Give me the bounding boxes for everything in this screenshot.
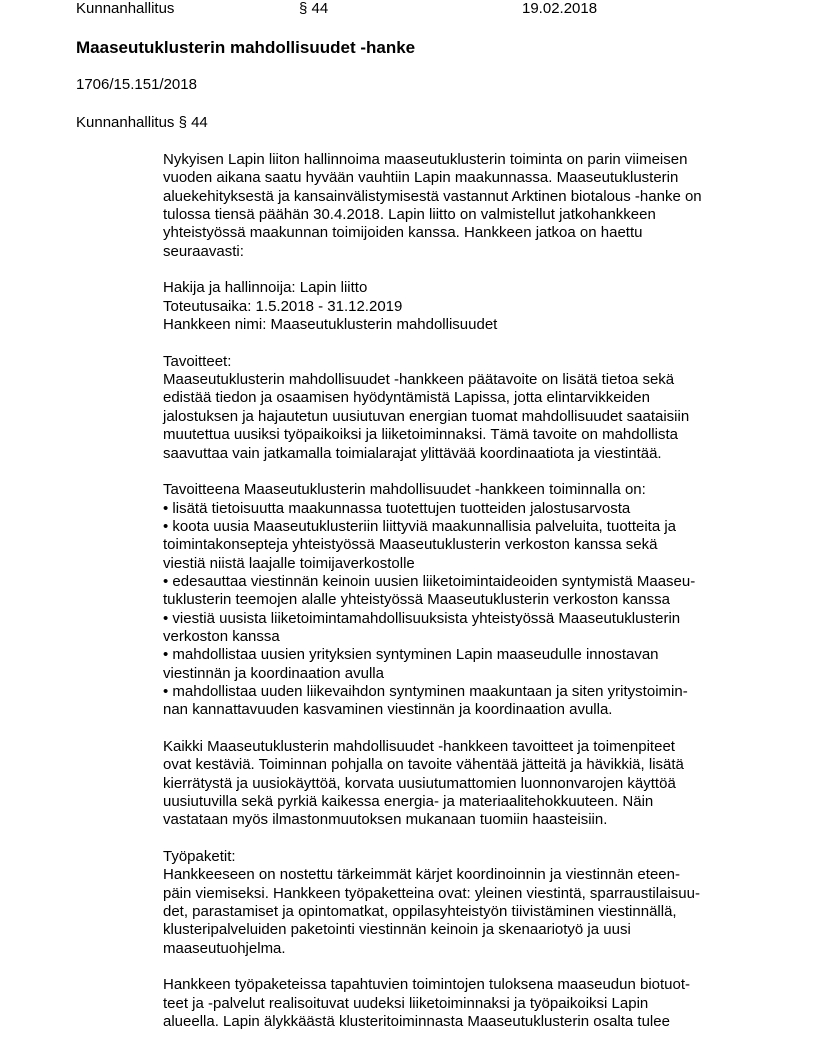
text-line: teet ja -palvelut realisoituvat uudeksi liiketoiminnaksi ja työpaikoiksi Lapin [163, 994, 649, 1012]
text-line: viestinnän ja koordinaation avulla [163, 664, 384, 682]
intro-paragraph [163, 151, 763, 261]
objectives-list [163, 481, 763, 719]
text-line: saavuttaa vain jatkamalla toimialarajat ylittävää koordinaatiota ja viestintää. [163, 444, 662, 462]
diary-number: 1706/15.151/2018 [76, 76, 197, 93]
text-line: yhteistyössä maakunnan toimijoiden kanssa. Hankkeen jatkoa on haettu [163, 224, 643, 242]
text-line: • edesauttaa viestinnän keinoin uusien liiketoimintaideoiden syntymistä Maaseu- [163, 572, 696, 590]
text-line: Hankkeen nimi: Maaseutuklusterin mahdollisuudet [163, 316, 498, 334]
text-line: uusiutuvilla sekä pyrkiä kaikessa energia- ja materiaalitehokkuuteen. Näin [163, 793, 654, 811]
text-line: Nykyisen Lapin liiton hallinnoima maaseutuklusterin toiminta on parin viimeisen [163, 151, 688, 168]
text-line: aluekehityksestä ja kansainvälistymisestä vastannut Arktinen biotalous -hanke on [163, 187, 702, 205]
text-line: ovat kestäviä. Toiminnan pohjalla on tavoite vähentää jätteitä ja hävikkiä, lisätä [163, 756, 684, 774]
text-line: • koota uusia Maaseutuklusteriin liittyviä maakunnallisia palveluita, tuotteita ja [163, 517, 677, 535]
text-line: vastataan myös ilmastonmuutoksen mukanaan tuomiin haasteisiin. [163, 811, 608, 829]
header-section-number: § 44 [299, 0, 329, 17]
section-reference: Kunnanhallitus § 44 [76, 114, 208, 131]
text-line: • lisätä tietoisuutta maakunnassa tuotettujen tuotteiden jalostusarvosta [163, 499, 631, 517]
text-line: Hankkeeseen on nostettu tärkeimmät kärjet koordinoinnin ja viestinnän eteen- [163, 866, 680, 884]
text-line: vuoden aikana saatu hyvään vauhtiin Lapin maakunnassa. Maaseutuklusterin [163, 169, 679, 187]
text-line: toimintakonsepteja yhteistyössä Maaseutuklusterin verkoston kanssa sekä [163, 536, 658, 554]
text-line: kierrätystä ja uusiokäyttöä, korvata uusiutumattomien luonnonvarojen käyttöä [163, 774, 676, 792]
text-line: tulossa tiensä päähän 30.4.2018. Lapin liitto on valmistellut jatkohankkeen [163, 206, 656, 224]
text-line: Hakija ja hallinnoija: Lapin liitto [163, 279, 368, 297]
text-line: Maaseutuklusterin mahdollisuudet -hankkeen päätavoite on lisätä tietoa sekä [163, 371, 675, 389]
text-line: • mahdollistaa uuden liikevaihdon syntyminen maakuntaan ja siten yritystoimin- [163, 682, 688, 700]
work-packages-paragraph [163, 848, 763, 958]
text-line: det, parastamiset ja opintomatkat, oppilasyhteistyön tiivistäminen viestinnällä, [163, 903, 677, 921]
minutes-body [163, 151, 763, 1050]
text-line: muutettua uusiksi työpaikoiksi ja liiketoiminnaksi. Tämä tavoite on mahdollista [163, 426, 678, 444]
text-line: • viestiä uusista liiketoimintamahdollisuuksista yhteistyössä Maaseutuklusterin [163, 609, 681, 627]
text-line: verkoston kanssa [163, 627, 280, 645]
text-line: jalostuksen ja hajautetun uusiutuvan energian tuomat mahdollisuudet saataisiin [163, 407, 690, 425]
sustainability-paragraph [163, 738, 763, 830]
objectives-paragraph [163, 353, 763, 463]
text-line: Hankkeen työpaketeissa tapahtuvien toimintojen tuloksena maaseudun biotuot- [163, 976, 691, 994]
text-line: Tavoitteena Maaseutuklusterin mahdollisuudet -hankkeen toiminnalla on: [163, 481, 646, 499]
text-line: maaseutuohjelma. [163, 939, 286, 957]
text-line: klusteripalveluiden paketointi viestinnän keinoin ja skenaariotyö ja uusi [163, 921, 631, 939]
project-details [163, 279, 763, 334]
text-line: päin viemiseksi. Hankkeen työpaketteina ovat: yleinen viestintä, sparraustilaisuu- [163, 884, 700, 902]
results-paragraph [163, 976, 763, 1031]
text-line: Tavoitteet: [163, 352, 232, 370]
text-line: Kaikki Maaseutuklusterin mahdollisuudet -hankkeen tavoitteet ja toimenpiteet [163, 738, 675, 755]
header-body-name: Kunnanhallitus [76, 0, 175, 17]
text-line: nan kannattavuuden kasvaminen viestinnän ja koordinaation avulla. [163, 701, 613, 719]
text-line: Työpaketit: [163, 848, 236, 866]
text-line: seuraavasti: [163, 242, 244, 260]
text-line: edistää tiedon ja osaamisen hyödyntämistä Lapissa, jotta elintarvikkeiden [163, 389, 650, 407]
text-line: tuklusterin teemojen alalle yhteistyössä Maaseutuklusterin verkoston kanssa [163, 591, 670, 609]
text-line: Toteutusaika: 1.5.2018 - 31.12.2019 [163, 297, 403, 315]
text-line: alueella. Lapin älykkäästä klusteritoiminnasta Maaseutuklusterin osalta tulee [163, 1013, 670, 1031]
text-line: • mahdollistaa uusien yrityksien syntyminen Lapin maaseudulle innostavan [163, 646, 659, 664]
text-line: viestiä niistä laajalle toimijaverkostolle [163, 554, 415, 572]
header-date: 19.02.2018 [522, 0, 598, 17]
document-title: Maaseutuklusterin mahdollisuudet -hanke [76, 38, 416, 57]
